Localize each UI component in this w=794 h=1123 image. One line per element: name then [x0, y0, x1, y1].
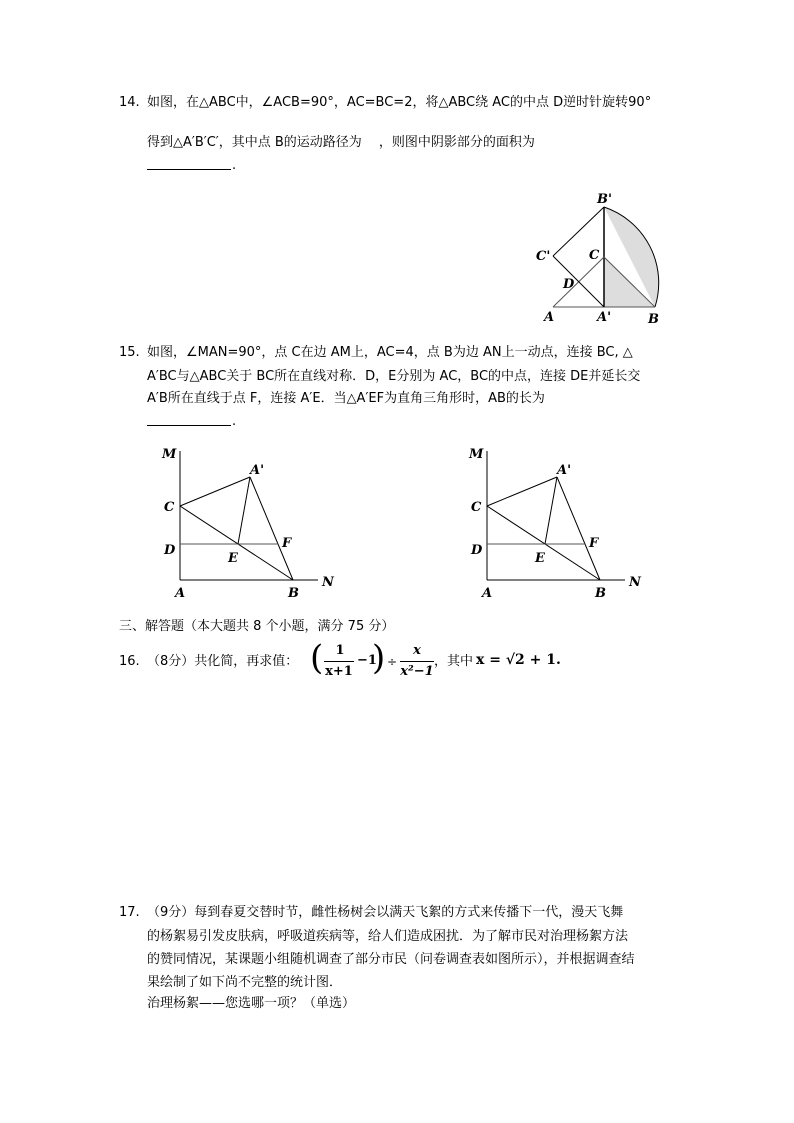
label-d: D [471, 543, 483, 558]
label-b: B [595, 586, 606, 601]
q17-line5: 治理杨絮——您选哪一项？（单选） [147, 996, 356, 1011]
q17-number: 17. [119, 905, 140, 920]
label-b-prime: B' [597, 192, 612, 207]
label-b: B [648, 312, 659, 327]
q15-figure-left [161, 447, 335, 601]
label-n: N [629, 575, 641, 590]
section-heading: 三、解答题（本大题共 8 个小题，满分 75 分） [119, 619, 395, 634]
q15-figure-right [468, 447, 642, 601]
label-f: F [589, 536, 599, 551]
label-m: M [469, 447, 484, 462]
q14-line2: 得到△A′B′C′，其中点 B的运动路径为 ，则图中阴影部分的面积为 [147, 135, 535, 150]
q15-end: . [232, 414, 237, 429]
label-f: F [282, 536, 292, 551]
q17-line2: 的杨絮易引发皮肤病，呼吸道疾病等，给人们造成困扰．为了解市民对治理杨絮方法 [147, 929, 629, 944]
q14-number: 14. [119, 95, 140, 110]
q14-line1: 如图，在△ABC中，∠ACB=90°，AC=BC=2，将△ABC绕 AC的中点 D逆时针旋转90° [147, 95, 652, 110]
label-b: B [288, 586, 299, 601]
q14-figure [553, 207, 659, 307]
exam-page: 14. 如图，在△ABC中，∠ACB=90°，AC=BC=2，将△ABC绕 AC的中点 D逆时针旋转90° 得到△A′B′C′，其中点 B的运动路径为 ，则图中阴影部分的面积为 . B' C' C D A A' B M A' C D E F A B N M A' C D E F A B N 15. 如图，∠MAN=90°，点 C在边 AM上，AC=4，点 B为边 AN上一动点，连接 BC, △ A′BC与△ABC关于 BC所在直线对称．D，E分别为 AC，BC的中点，连接 DE并延长交 A′B所在直线于点 F，连接 A′E．当△A′EF为直角三角形时，AB的长为 . 三、解答题（本大题共 8 个小题，满分 75 分） 16. （8分）共化简，再求值： ( 1 x+1 −1 ) ÷ x x²−1 ，其中 x = √2 + 1. 17. （9分）每到春夏交替时节，雌性杨树会以满天飞絮的方式来传播下一代，漫天飞舞 的杨絮易引发皮肤病，呼吸道疾病等，给人们造成困扰．为了解市民对治理杨絮方法 的赞同情况，某课题小组随机调查了部分市民（问卷调查表如图所示），并根据调查结 果绘制了如下尚不完整的统计图． 治理杨絮——您选哪一项？（单选） [0, 0, 794, 1123]
label-e: E [535, 551, 545, 566]
label-c: C [471, 500, 482, 515]
label-d: D [164, 543, 176, 558]
q15-line1: 如图，∠MAN=90°，点 C在边 AM上，AC=4，点 B为边 AN上一动点，连接 BC, △ [147, 345, 633, 360]
label-m: M [162, 447, 177, 462]
label-c: C [164, 500, 175, 515]
q14-end: . [232, 158, 237, 173]
q16-text: （8分）共化简，再求值： [147, 654, 299, 669]
q17-line3: 的赞同情况，某课题小组随机调查了部分市民（问卷调查表如图所示），并根据调查结 [147, 952, 635, 967]
label-a: A [175, 586, 186, 601]
q15-line2: A′BC与△ABC关于 BC所在直线对称．D，E分别为 AC，BC的中点，连接 DE并延长交 [147, 369, 641, 384]
label-d: D [563, 277, 575, 292]
label-a: A [544, 310, 555, 325]
q16-number: 16. [119, 654, 140, 669]
label-c-prime: C' [536, 249, 551, 264]
q17-line1: （9分）每到春夏交替时节，雌性杨树会以满天飞絮的方式来传播下一代，漫天飞舞 [147, 905, 624, 920]
label-a-prime: A' [250, 463, 265, 478]
q15-line3: A′B所在直线于点 F，连接 A′E．当△A′EF为直角三角形时，AB的长为 [147, 391, 545, 406]
label-a: A [482, 586, 493, 601]
label-a-prime: A' [557, 463, 572, 478]
label-c: C [589, 248, 600, 263]
q17-line4: 果绘制了如下尚不完整的统计图． [147, 975, 343, 990]
label-a-prime: A' [597, 310, 612, 325]
q15-answer-blank [147, 411, 231, 426]
label-n: N [322, 575, 334, 590]
label-e: E [228, 551, 238, 566]
q15-number: 15. [119, 345, 140, 360]
